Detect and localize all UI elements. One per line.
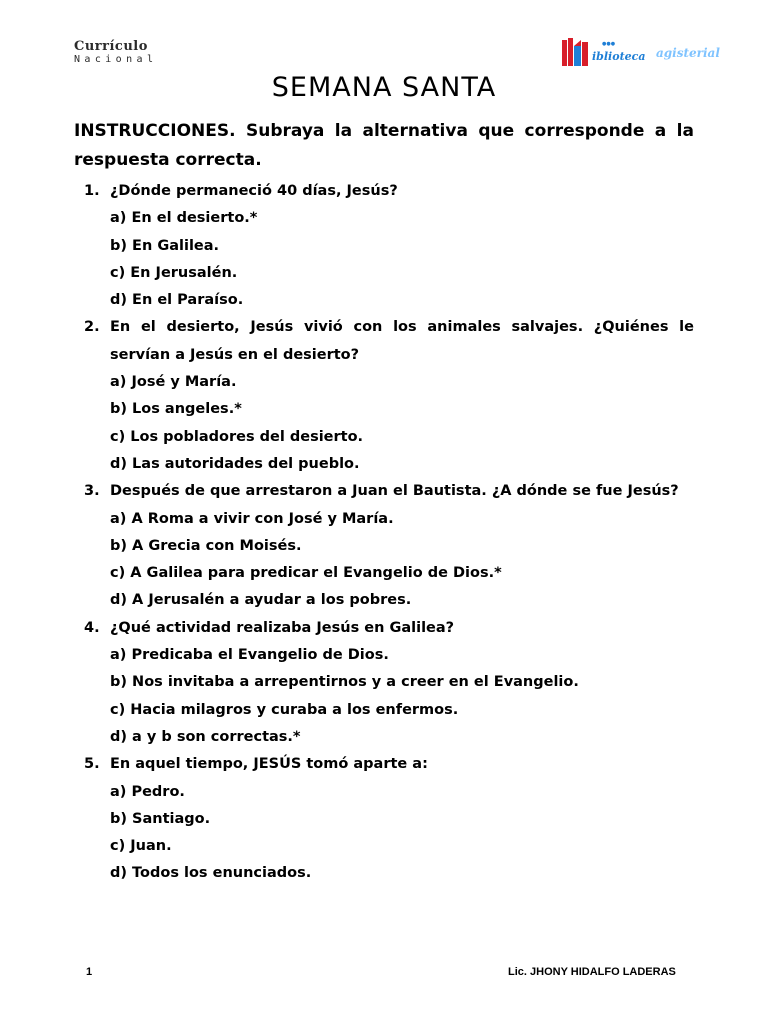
answer-option: d) A Jerusalén a ayudar a los pobres. (110, 592, 412, 609)
question-text: En aquel tiempo, JESÚS tomó aparte a: (110, 756, 428, 773)
question-3 (84, 478, 694, 505)
question-text: ¿Dónde permaneció 40 días, Jesús? (110, 183, 398, 199)
author-name: Lic. JHONY HIDALFO LADERAS (508, 966, 676, 978)
answer-option: a) Predicaba el Evangelio de Dios. (110, 647, 389, 664)
instructions-text: INSTRUCCIONES. Subraya la alternativa que corresponde a la respuesta correcta. (74, 121, 694, 170)
logo-small-text: ●●● (602, 41, 616, 47)
answer-option: a) Pedro. (110, 783, 185, 800)
biblioteca-magisterial-logo (560, 36, 726, 70)
question-text: ¿Qué actividad realizaba Jesús en Galilea? (110, 619, 455, 636)
answer-option: c) Hacia milagros y curaba a los enfermos. (110, 701, 459, 718)
answer-option: a) A Roma a vivir con José y María. (110, 510, 394, 527)
answer-option: a) José y María. (110, 374, 237, 391)
question-list (84, 178, 694, 888)
answer-option: c) Juan. (110, 838, 172, 855)
logo-magisterial-text: agisterial (656, 46, 720, 60)
question-5 (84, 751, 694, 778)
question-number: 3. (84, 483, 100, 500)
answer-option: b) Los angeles.* (110, 401, 242, 418)
logo-nacional-text: Nacional (74, 54, 158, 65)
answer-option: b) En Galilea. (110, 237, 220, 254)
page-number: 1 (86, 966, 93, 978)
curriculo-nacional-logo (74, 40, 174, 66)
answer-option: b) A Grecia con Moisés. (110, 537, 302, 554)
answer-option: b) Nos invitaba a arrepentirnos y a creer en el Evangelio. (110, 674, 579, 691)
answer-option: c) A Galilea para predicar el Evangelio de Dios.* (110, 565, 502, 582)
answer-option: b) Santiago. (110, 810, 211, 827)
question-number: 2. (84, 319, 100, 336)
logo-curriculo-text: Currículo (74, 39, 148, 54)
question-2 (84, 314, 694, 369)
book-stack-icon (560, 36, 590, 68)
question-text: Después de que arrestaron a Juan el Bautista. ¿A dónde se fue Jesús? (110, 483, 679, 500)
question-4 (84, 615, 694, 642)
question-number: 5. (84, 756, 100, 773)
answer-option: c) En Jerusalén. (110, 264, 238, 281)
question-1 (84, 178, 694, 205)
question-text: En el desierto, Jesús vivió con los animales salvajes. ¿Quiénes le servían a Jesús en el desierto? (110, 319, 694, 363)
question-number: 1. (84, 183, 100, 199)
page-title: SEMANA SANTA (271, 72, 497, 103)
question-number: 4. (84, 619, 100, 636)
answer-option: c) Los pobladores del desierto. (110, 428, 364, 445)
answer-option: d) Las autoridades del pueblo. (110, 455, 360, 472)
answer-option: d) En el Paraíso. (110, 292, 244, 309)
answer-option: d) a y b son correctas.* (110, 728, 301, 745)
logo-biblioteca-text: iblioteca (592, 50, 646, 63)
answer-option: a) En el desierto.* (110, 210, 258, 227)
answer-option: d) Todos los enunciados. (110, 865, 312, 882)
